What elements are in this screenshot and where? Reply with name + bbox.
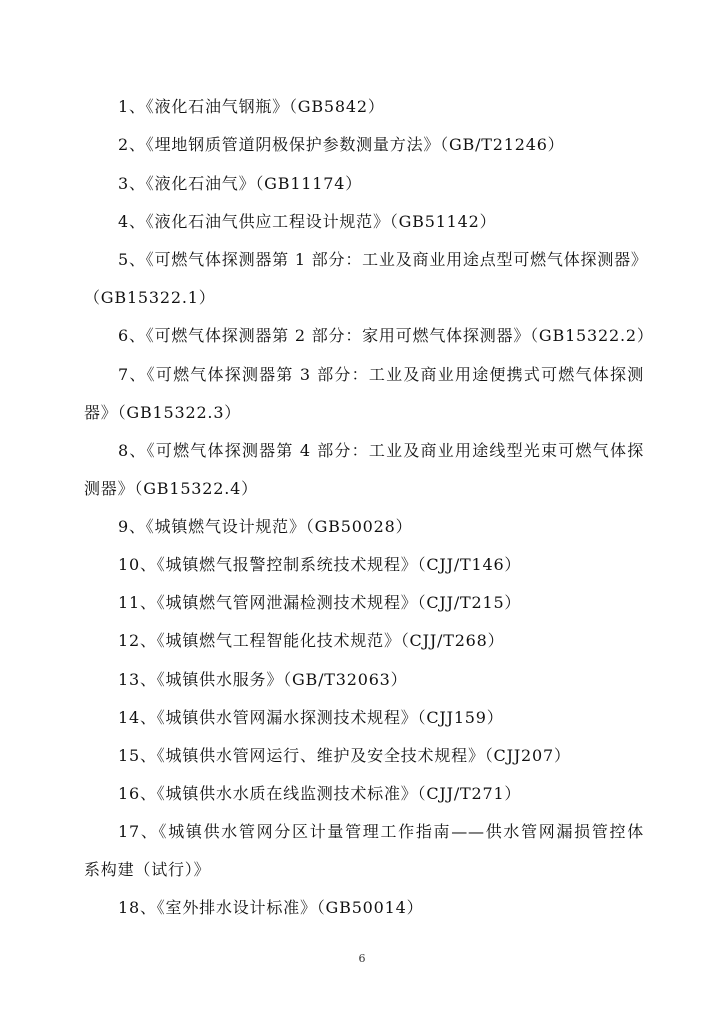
reference-item-5: 5、《可燃气体探测器第 1 部分：工业及商业用途点型可燃气体探测器》	[118, 250, 648, 269]
reference-item-9: 9、《城镇燃气设计规范》（GB50028）	[118, 517, 413, 536]
reference-item-6: 6、《可燃气体探测器第 2 部分：家用可燃气体探测器》（GB15322.2）	[118, 326, 654, 345]
reference-item-2: 2、《埋地钢质管道阴极保护参数测量方法》（GB/T21246）	[118, 135, 565, 154]
reference-item-12: 12、《城镇燃气工程智能化技术规范》（CJJ/T268）	[118, 631, 505, 650]
reference-item-5-continuation: （GB15322.1）	[84, 288, 216, 307]
reference-item-16: 16、《城镇供水水质在线监测技术标准》（CJJ/T271）	[118, 784, 522, 803]
reference-item-18: 18、《室外排水设计标准》（GB50014）	[118, 898, 424, 917]
reference-item-13: 13、《城镇供水服务》（GB/T32063）	[118, 670, 408, 689]
reference-item-7-continuation: 器》（GB15322.3）	[84, 403, 242, 422]
reference-item-11: 11、《城镇燃气管网泄漏检测技术规程》（CJJ/T215）	[118, 593, 522, 612]
reference-item-14: 14、《城镇供水管网漏水探测技术规程》（CJJ159）	[118, 708, 504, 727]
reference-item-15: 15、《城镇供水管网运行、维护及安全技术规程》（CJJ207）	[118, 746, 571, 765]
reference-item-7: 7、《可燃气体探测器第 3 部分：工业及商业用途便携式可燃气体探测	[118, 365, 644, 384]
reference-item-1: 1、《液化石油气钢瓶》（GB5842）	[118, 97, 385, 116]
reference-item-3: 3、《液化石油气》（GB11174）	[118, 174, 363, 193]
reference-item-4: 4、《液化石油气供应工程设计规范》（GB51142）	[118, 212, 497, 231]
reference-item-10: 10、《城镇燃气报警控制系统技术规程》（CJJ/T146）	[118, 555, 522, 574]
reference-item-17: 17、《城镇供水管网分区计量管理工作指南——供水管网漏损管控体	[118, 822, 644, 841]
reference-item-8-continuation: 测器》（GB15322.4）	[84, 479, 258, 498]
reference-item-17-continuation: 系构建（试行）》	[84, 860, 211, 879]
page-number: 6	[358, 952, 366, 965]
reference-item-8: 8、《可燃气体探测器第 4 部分：工业及商业用途线型光束可燃气体探	[118, 441, 644, 460]
